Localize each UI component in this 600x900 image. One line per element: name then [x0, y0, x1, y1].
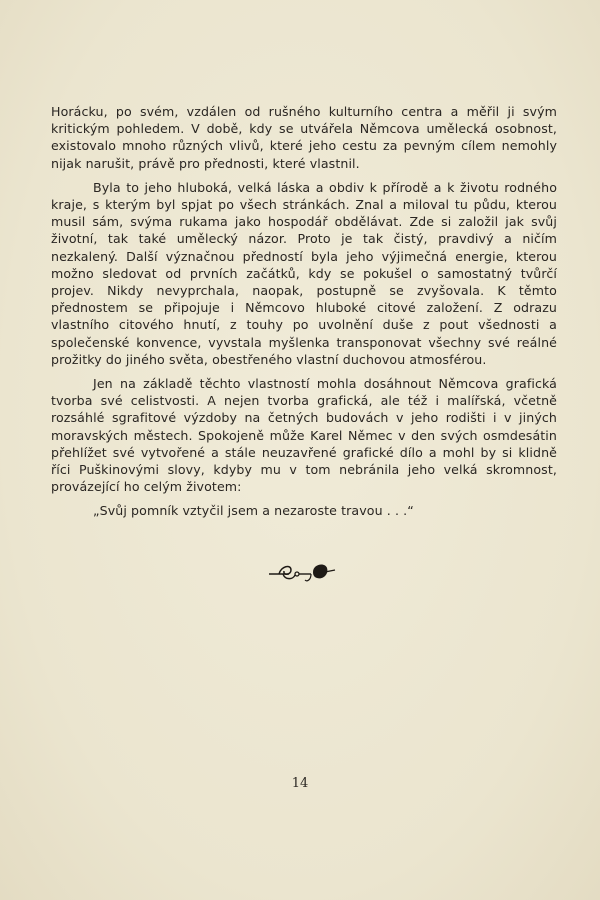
pushkin-quote: „Svůj pomník vztyčil jsem a nezaroste travou . . .“ — [93, 503, 414, 519]
paragraph-3: Jen na základě těchto vlastností mohla dosáhnout Němcova grafická tvorba své celistvosti. A nejen tvorba grafická, ale též i malířská, včetně rozsáhlé sgrafitové výzdoby na četných budovách v jeho rodišti i v jiných moravských městech. Spokojeně může Karel Němec v den svých osmdesátin přehlížet své vytvořené a stále neuzavřené grafické dílo a mohl by si klidně říci Puškinovými slovy, kdyby mu v tom nebránila jeho velká skromnost, provázející ho celým životem: — [51, 376, 557, 495]
ornament-flourish-icon — [267, 558, 339, 584]
paragraph-2: Byla to jeho hluboká, velká láska a obdiv k přírodě a k životu rodného kraje, s kterým byl spjat po všech stránkách. Znal a miloval tu půdu, kterou musil sám, svýma rukama jako hospodář obdělávat. Zde si založil jak svůj životní, tak také umělecký názor. Proto je tak čistý, pravdivý a ničím nezkalený. Další význačnou předností byla jeho výjimečná energie, kterou možno sledovat od prvních začátků, kdy se pokušel o samostatný tvůrčí projev. Nikdy nevyprchala, naopak, postupně se zvyšovala. K těmto přednostem se připojuje i Němcovo hluboké citové založení. Z odrazu vlastního citového hnutí, z touhy po uvolnění duše z pout všednosti a společenské konvence, vyvstala myšlenka transponovat všechny své reálné prožitky do jiného světa, obestřeného vlastní duchovou atmosférou. — [51, 179, 557, 367]
page-number: 14 — [291, 776, 309, 791]
paragraph-1: Horácku, po svém, vzdálen od rušného kulturního centra a měřil ji svým kritickým pohledem. V době, kdy se utvářela Němcova umělecká osobnost, existovalo mnoho různých vlivů, které jeho cestu za pevným cílem nemohly nijak narušit, právě pro přednosti, které vlastnil. — [51, 104, 557, 171]
body-text — [51, 103, 557, 520]
